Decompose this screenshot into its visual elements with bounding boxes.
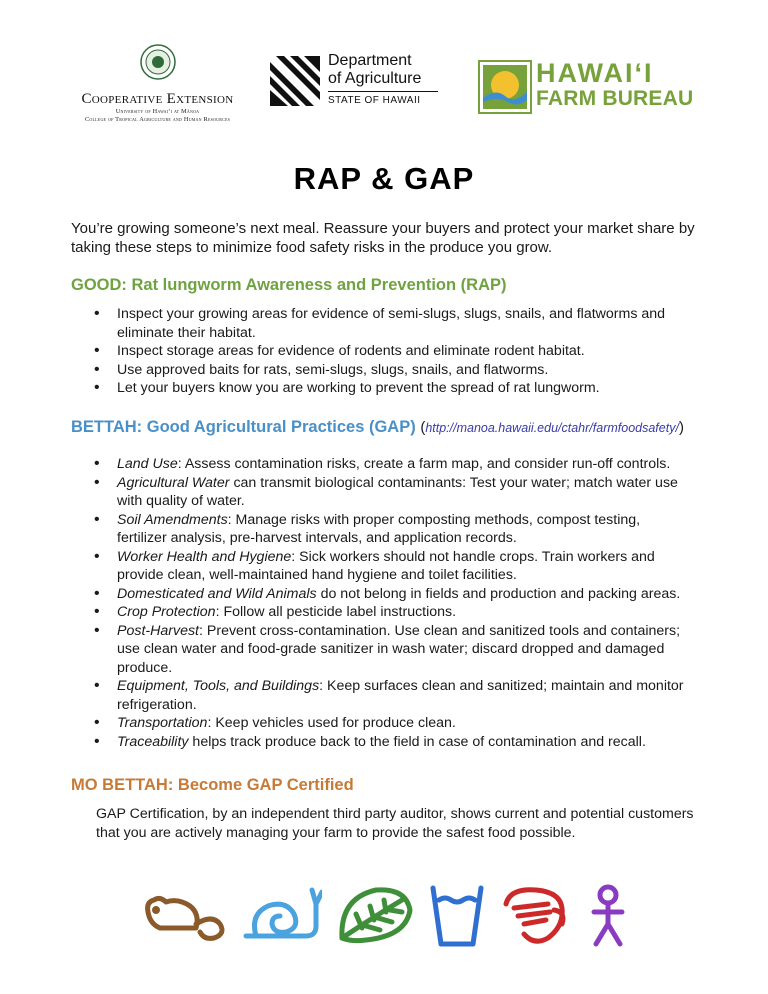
list-item-term: Equipment, Tools, and Buildings: [117, 678, 320, 694]
list-item-term: Crop Protection: [117, 604, 216, 620]
list-item: • Use approved baits for rats, semi-slugs, slugs, snails, and flatworms.: [90, 361, 690, 380]
good-heading: GOOD: Rat lungworm Awareness and Prevention (RAP): [71, 276, 507, 294]
list-item-term: Post-Harvest: [117, 622, 199, 639]
list-item-term: Transportation: [117, 715, 208, 731]
list-item-text: : Prevent cross-contamination. Use clean and sanitized tools and containers; use clean water and food-grade sanitizer in wash water; discard dropped and damaged produce.: [117, 622, 681, 676]
list-item-text: : Keep surfaces clean and sanitized; maintain and monitor refrigeration.: [117, 678, 684, 713]
list-item: • Let your buyers know you are working to prevent the spread of rat lungworm.: [90, 379, 690, 398]
farm-bureau-emblem-icon: [478, 60, 532, 114]
snail-icon: [242, 884, 322, 944]
list-item: • Inspect your growing areas for evidence of semi-slugs, slugs, snails, and flatworms and eliminate their habitat.: [90, 305, 690, 342]
rat-icon: [140, 884, 230, 944]
doa-line-3: STATE OF HAWAII: [328, 95, 421, 106]
intro-paragraph: You’re growing someone’s next meal. Reassure your buyers and protect your market share by taking these steps to minimize food safety risks in the produce you grow.: [71, 220, 695, 256]
rap-list: [90, 305, 690, 398]
department-of-agriculture-logo: [270, 52, 445, 112]
list-item: [90, 677, 690, 714]
list-item-text: can transmit biological contaminants: Test your water; match water use with quality of water.: [117, 474, 678, 509]
icon-row: [140, 884, 640, 954]
list-item: [90, 603, 690, 622]
list-item: [90, 622, 690, 678]
bettah-heading-row: BETTAH: Good Agricultural Practices (GAP) (http://manoa.hawaii.edu/ctahr/farmfoodsafety/): [71, 418, 684, 436]
doa-divider: [328, 91, 438, 92]
worker-icon: [588, 884, 628, 948]
hfb-title-line-2: FARM BUREAU: [536, 87, 694, 110]
list-item-text: : Assess contamination risks, create a farm map, and consider run-off controls.: [177, 456, 671, 472]
list-item-text: helps track produce back to the field in case of contamination and recall.: [188, 733, 646, 750]
coop-college: College of Tropical Agriculture and Human Resources: [84, 116, 231, 123]
list-item: [90, 455, 690, 474]
list-item-term: Domesticated and Wild Animals: [117, 585, 317, 602]
doa-line-1: Department: [328, 52, 412, 69]
list-item: [90, 511, 690, 548]
coop-university: University of Hawai‘i at Mānoa: [115, 108, 200, 115]
list-item-text: : Manage risks with proper composting methods, compost testing, fertilizer analysis, pre-harvest intervals, and application records.: [117, 511, 641, 546]
list-item-text: : Follow all pesticide label instructions.: [215, 604, 457, 620]
doa-stripes-icon: [270, 56, 320, 106]
farm-food-safety-link[interactable]: http://manoa.hawaii.edu/ctahr/farmfoodsafety/: [425, 421, 679, 435]
water-glass-icon: [427, 884, 487, 948]
gap-list: [90, 455, 690, 751]
list-item: [90, 548, 690, 585]
cooperative-extension-logo: [70, 44, 245, 124]
list-item-term: Worker Health and Hygiene: [117, 548, 292, 565]
list-item: [90, 733, 690, 752]
list-item: [90, 714, 690, 733]
list-item-term: Soil Amendments: [117, 511, 228, 528]
coop-title: Cooperative Extension: [81, 91, 234, 107]
mo-bettah-paragraph: GAP Certification, by an independent third party auditor, shows current and potential customers that you are actively managing your farm to provide the safest food possible.: [96, 806, 694, 841]
list-item-text: do not belong in fields and production and packing areas.: [316, 585, 681, 602]
list-item-term: Traceability: [117, 733, 189, 750]
list-item-term: Land Use: [117, 456, 178, 472]
hawaii-farm-bureau-logo: [478, 60, 696, 114]
bettah-heading: BETTAH: Good Agricultural Practices (GAP): [71, 418, 416, 436]
list-item: [90, 474, 690, 511]
list-item-text: : Sick workers should not handle crops. Train workers and provide clean, well-maintained hand hygiene and toilet facilities.: [117, 548, 655, 583]
list-item-term: Agricultural Water: [117, 474, 230, 491]
leaf-icon: [336, 884, 416, 944]
page-title: RAP & GAP: [293, 161, 475, 196]
hfb-title-line-1: HAWAI‘I: [536, 58, 654, 88]
university-seal-icon: [140, 44, 176, 80]
doa-line-2: of Agriculture: [328, 70, 422, 87]
list-item: • Inspect storage areas for evidence of rodents and eliminate rodent habitat.: [90, 342, 690, 361]
mo-bettah-heading: MO BETTAH: Become GAP Certified: [71, 776, 354, 794]
hand-washing-icon: [500, 884, 572, 948]
list-item-text: : Keep vehicles used for produce clean.: [207, 715, 456, 731]
list-item: [90, 585, 690, 604]
